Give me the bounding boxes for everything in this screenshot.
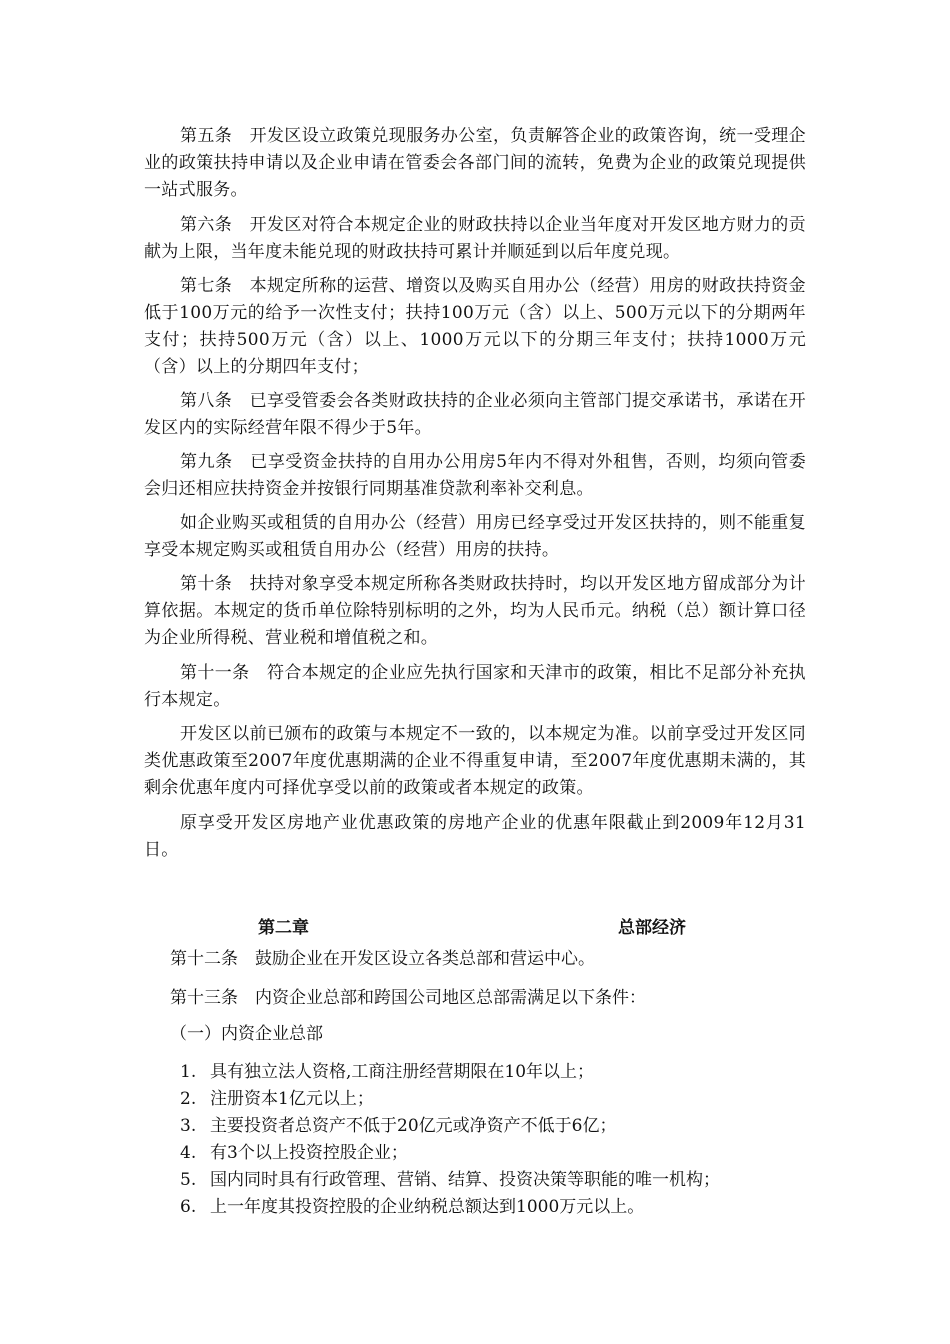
list-item-number: 2.: [180, 1089, 197, 1109]
list-item: [180, 1086, 720, 1113]
chapter-heading: [0, 913, 950, 937]
list-item-text: 有3个以上投资控股企业；: [210, 1143, 408, 1163]
article-7: 第七条 本规定所称的运营、增资以及购买自用办公（经营）用房的财政扶持资金低于100万元的给予一次性支付；扶持100万元（含）以上、500万元以下的分期两年支付；扶持500万元（含）以上、1000万元以下的分期三年支付；扶持1000万元（含）以上的分期四年支付；: [144, 276, 806, 377]
article-8: 第八条 已享受管委会各类财政扶持的企业必须向主管部门提交承诺书，承诺在开发区内的实际经营年限不得少于5年。: [144, 391, 806, 438]
article-5: 第五条 开发区设立政策兑现服务办公室，负责解答企业的政策咨询，统一受理企业的政策扶持申请以及企业申请在管委会各部门间的流转，免费为企业的政策兑现提供一站式服务。: [144, 126, 806, 200]
article-6: 第六条 开发区对符合本规定企业的财政扶持以企业当年度对开发区地方财力的贡献为上限，当年度未能兑现的财政扶持可累计并顺延到以后年度兑现。: [144, 215, 806, 262]
list-item-text: 具有独立法人资格,工商注册经营期限在10年以上；: [210, 1062, 595, 1082]
article-11-note-2: 原享受开发区房地产业优惠政策的房地产企业的优惠年限截止到2009年12月31日。: [144, 813, 806, 860]
article-12: 第十二条 鼓励企业在开发区设立各类总部和营运中心。: [170, 949, 595, 969]
list-item: [180, 1194, 720, 1221]
list-item-number: 5.: [180, 1170, 197, 1190]
article-9: 第九条 已享受资金扶持的自用办公用房5年内不得对外租售，否则，均须向管委会归还相应扶持资金并按银行同期基准贷款利率补交利息。: [144, 452, 806, 499]
list-item: [180, 1167, 720, 1194]
article-11-note-1: 开发区以前已颁布的政策与本规定不一致的，以本规定为准。以前享受过开发区同类优惠政策至2007年度优惠期满的企业不得重复申请，至2007年度优惠期未满的，其剩余优惠年度内可择优享受以前的政策或者本规定的政策。: [144, 724, 806, 798]
list-item: [180, 1059, 720, 1086]
article-13: 第十三条 内资企业总部和跨国公司地区总部需满足以下条件：: [170, 988, 646, 1008]
list-item-text: 上一年度其投资控股的企业纳税总额达到1000万元以上。: [210, 1197, 645, 1217]
conditions-list: [180, 1059, 720, 1221]
list-item: [180, 1113, 720, 1140]
list-item-text: 国内同时具有行政管理、营销、结算、投资决策等职能的唯一机构；: [210, 1170, 720, 1190]
list-item-number: 6.: [180, 1197, 197, 1217]
list-item-number: 1.: [180, 1062, 197, 1082]
list-item-number: 3.: [180, 1116, 197, 1136]
article-11: 第十一条 符合本规定的企业应先执行国家和天津市的政策，相比不足部分补充执行本规定。: [144, 663, 806, 710]
list-item: [180, 1140, 720, 1167]
list-item-text: 主要投资者总资产不低于20亿元或净资产不低于6亿；: [210, 1116, 617, 1136]
section-domestic-hq: （一）内资企业总部: [170, 1024, 323, 1044]
chapter-number: 第二章: [258, 918, 309, 938]
list-item-text: 注册资本1亿元以上；: [210, 1089, 374, 1109]
article-9-supplement: 如企业购买或租赁的自用办公（经营）用房已经享受过开发区扶持的，则不能重复享受本规定购买或租赁自用办公（经营）用房的扶持。: [144, 513, 806, 560]
article-10: 第十条 扶持对象享受本规定所称各类财政扶持时，均以开发区地方留成部分为计算依据。本规定的货币单位除特别标明的之外，均为人民币元。纳税（总）额计算口径为企业所得税、营业税和增值税之和。: [144, 574, 806, 648]
chapter-title: 总部经济: [618, 918, 686, 938]
list-item-number: 4.: [180, 1143, 197, 1163]
